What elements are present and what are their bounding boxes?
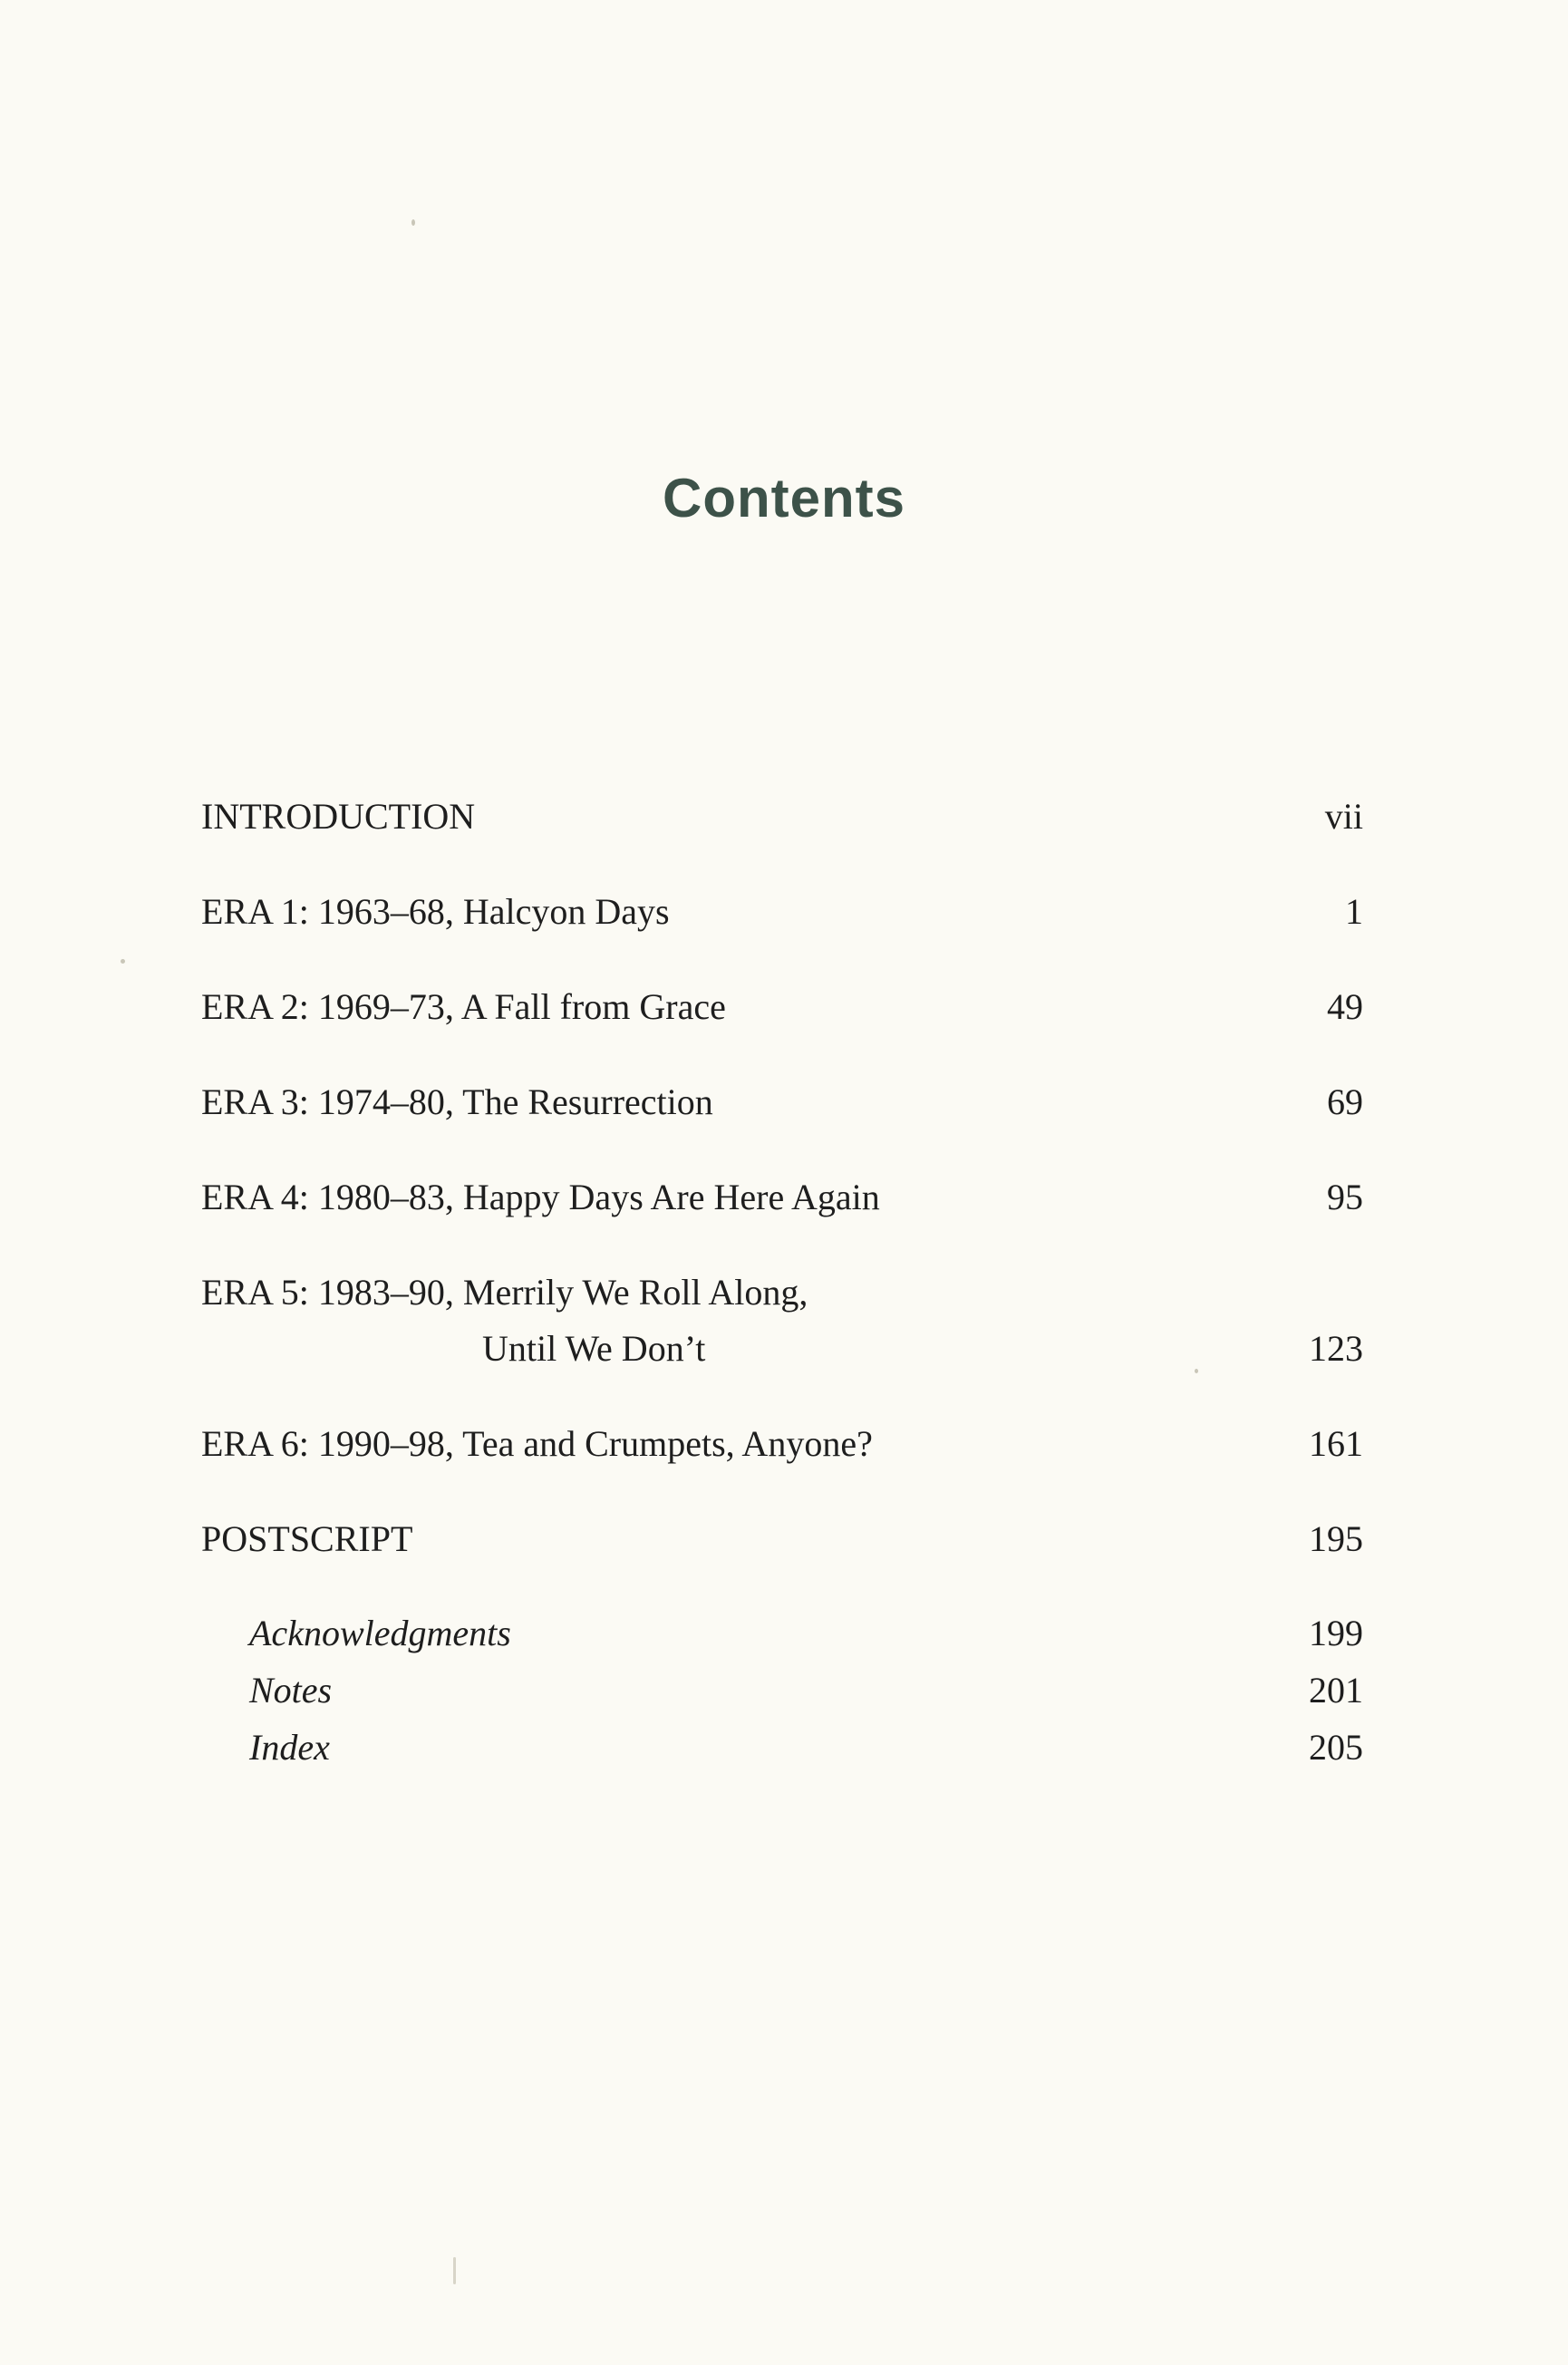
toc-entry-label: POSTSCRIPT: [201, 1518, 413, 1559]
paper-speck: [121, 959, 125, 964]
toc-entry-era-6: [201, 1416, 1363, 1472]
toc-entry-label-continued: Until We Don’t: [482, 1328, 706, 1369]
back-matter-page: 205: [1309, 1727, 1363, 1768]
back-matter-notes: [249, 1662, 1363, 1719]
back-matter-acknowledgments: [249, 1604, 1363, 1662]
toc-list: [201, 789, 1363, 1606]
toc-entry-label: ERA 4: 1980–83, Happy Days Are Here Again: [201, 1177, 880, 1217]
paper-speck: [453, 2257, 456, 2284]
page-title: Contents: [663, 468, 905, 528]
toc-entry-postscript: [201, 1511, 1363, 1567]
paper-speck: [411, 219, 415, 226]
toc-entry-label: ERA 1: 1963–68, Halcyon Days: [201, 891, 670, 932]
toc-entry-page: 95: [1327, 1177, 1363, 1217]
toc-entry-label: ERA 2: 1969–73, A Fall from Grace: [201, 986, 726, 1027]
toc-entry-label: ERA 3: 1974–80, The Resurrection: [201, 1081, 713, 1122]
toc-entry-page: vii: [1324, 796, 1363, 837]
toc-entry-label: ERA 6: 1990–98, Tea and Crumpets, Anyone?: [201, 1423, 873, 1464]
back-matter-index: [249, 1719, 1363, 1776]
toc-entry-page: 1: [1345, 891, 1363, 932]
paper-speck: [1195, 1369, 1198, 1373]
back-matter-page: 199: [1309, 1613, 1363, 1653]
toc-entry-page: 161: [1309, 1423, 1363, 1464]
toc-entry-era-4: [201, 1169, 1363, 1226]
toc-entry-era-3: [201, 1074, 1363, 1130]
back-matter-label: Index: [249, 1727, 330, 1768]
back-matter-label: Notes: [249, 1670, 333, 1711]
toc-entry-introduction: [201, 789, 1363, 845]
toc-entry-era-5: [201, 1265, 1363, 1377]
toc-entry-page: 69: [1327, 1081, 1363, 1122]
toc-entry-label: ERA 5: 1983–90, Merrily We Roll Along,: [201, 1272, 808, 1313]
back-matter-page: 201: [1309, 1670, 1363, 1711]
toc-entry-era-1: [201, 884, 1363, 940]
toc-entry-page: 195: [1309, 1518, 1363, 1559]
back-matter-list: [249, 1604, 1363, 1776]
back-matter-label: Acknowledgments: [249, 1613, 511, 1653]
toc-entry-label: INTRODUCTION: [201, 796, 476, 837]
toc-entry-page: 49: [1327, 986, 1363, 1027]
toc-entry-page: 123: [1309, 1328, 1363, 1369]
toc-entry-era-2: [201, 979, 1363, 1035]
